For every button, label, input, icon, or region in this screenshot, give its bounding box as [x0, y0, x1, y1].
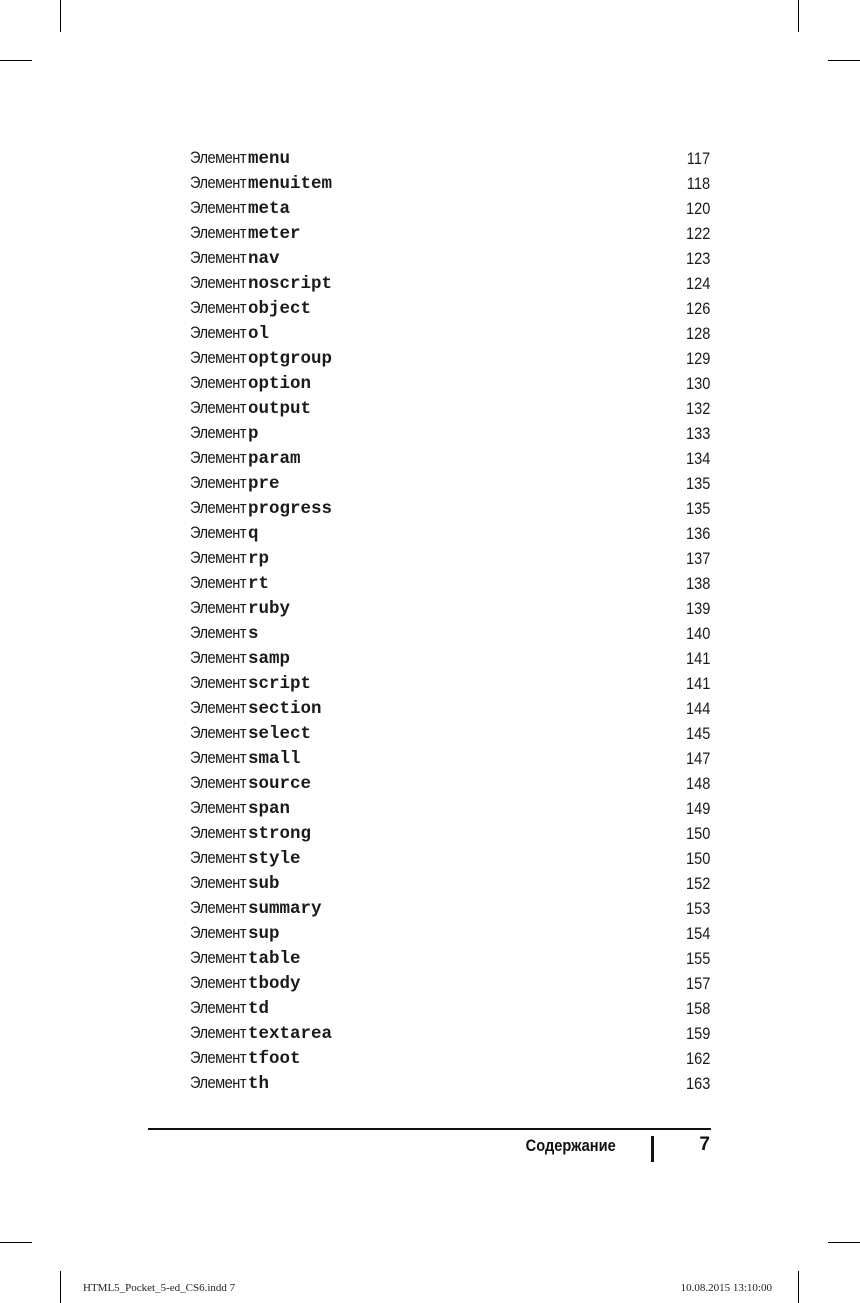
toc-entry-page: 159 [685, 1023, 710, 1043]
toc-entry-word: Элемент [190, 748, 247, 767]
crop-mark-top-right-v [798, 0, 799, 32]
toc-entry-page: 147 [685, 748, 710, 768]
toc-entry [190, 198, 290, 219]
toc-entry-word: Элемент [190, 1023, 247, 1042]
toc-entry-word: Элемент [190, 423, 247, 442]
toc-entry-tag: meta [248, 199, 291, 219]
toc-entry-tag: output [248, 399, 312, 419]
toc-entry-page: 120 [685, 198, 710, 218]
toc-entry-page: 163 [685, 1073, 710, 1093]
toc-entry-tag: optgroup [248, 349, 333, 369]
toc-entry-tag: select [248, 724, 312, 744]
toc-entry-page: 136 [685, 523, 710, 543]
toc-entry-page: 155 [685, 948, 710, 968]
toc-entry-tag: section [248, 699, 322, 719]
footer-divider [651, 1136, 654, 1162]
toc-entry [190, 923, 280, 944]
toc-entry-word: Элемент [190, 798, 247, 817]
toc-entry-page: 149 [685, 798, 710, 818]
toc-entry-tag: rt [248, 574, 270, 594]
toc-row [190, 521, 710, 546]
toc-entry-word: Элемент [190, 273, 247, 292]
toc-entry [190, 523, 259, 544]
toc-entry-tag: menuitem [248, 174, 333, 194]
toc-entry [190, 798, 290, 819]
toc-entry [190, 673, 311, 694]
toc-row [190, 296, 710, 321]
toc-entry-tag: style [248, 849, 301, 869]
toc-row [190, 1021, 710, 1046]
toc-entry-tag: meter [248, 224, 301, 244]
toc-entry-word: Элемент [190, 973, 247, 992]
toc-entry [190, 498, 332, 519]
toc-entry [190, 273, 332, 294]
toc-entry-tag: ol [248, 324, 270, 344]
toc-entry-tag: small [248, 749, 301, 769]
toc-entry-word: Элемент [190, 548, 247, 567]
toc-entry-page: 117 [686, 148, 710, 168]
toc-entry [190, 1048, 301, 1069]
toc-entry [190, 773, 311, 794]
toc-entry-page: 148 [685, 773, 710, 793]
crop-mark-bottom-right-v [798, 1271, 799, 1303]
toc-row [190, 471, 710, 496]
toc-entry-tag: samp [248, 649, 291, 669]
crop-mark-top-right-h [828, 60, 860, 61]
toc-entry-page: 132 [685, 398, 710, 418]
toc-row [190, 396, 710, 421]
toc-entry-word: Элемент [190, 373, 247, 392]
running-footer-title: Содержание [525, 1136, 616, 1155]
toc-entry-word: Элемент [190, 898, 247, 917]
toc-entry-tag: strong [248, 824, 312, 844]
toc-row [190, 721, 710, 746]
toc-entry-page: 134 [685, 448, 710, 468]
toc-row [190, 996, 710, 1021]
toc-entry [190, 898, 322, 919]
toc-entry-word: Элемент [190, 248, 247, 267]
toc-entry-page: 162 [685, 1048, 710, 1068]
toc-entry-word: Элемент [190, 723, 247, 742]
toc-entry-tag: rp [248, 549, 270, 569]
toc-entry-page: 150 [685, 848, 710, 868]
toc-entry-page: 135 [685, 473, 710, 493]
toc-entry-word: Элемент [190, 998, 247, 1017]
crop-mark-bottom-right-h [828, 1242, 860, 1243]
toc-entry [190, 748, 301, 769]
toc-entry-tag: source [248, 774, 312, 794]
toc-entry-word: Элемент [190, 623, 247, 642]
toc-row [190, 221, 710, 246]
toc-entry-page: 133 [685, 423, 710, 443]
toc-entry [190, 723, 311, 744]
toc-entry-word: Элемент [190, 523, 247, 542]
toc-entry-page: 129 [685, 348, 710, 368]
toc-entry-word: Элемент [190, 573, 247, 592]
toc-entry [190, 148, 290, 169]
toc-entry-tag: s [248, 624, 259, 644]
toc-entry-tag: script [248, 674, 312, 694]
toc-entry-word: Элемент [190, 673, 247, 692]
toc-entry-tag: tfoot [248, 1049, 301, 1069]
toc-row [190, 146, 710, 171]
toc-entry [190, 348, 332, 369]
toc-entry-page: 130 [685, 373, 710, 393]
toc-row [190, 896, 710, 921]
toc-entry-tag: th [248, 1074, 270, 1094]
toc-row [190, 496, 710, 521]
toc-entry-page: 135 [685, 498, 710, 518]
toc-entry-page: 145 [685, 723, 710, 743]
toc-entry-word: Элемент [190, 398, 247, 417]
toc-entry-tag: span [248, 799, 291, 819]
toc-entry-tag: option [248, 374, 312, 394]
toc-entry-tag: tbody [248, 974, 301, 994]
toc-entry [190, 648, 290, 669]
toc-entry-tag: menu [248, 149, 291, 169]
toc-entry-page: 141 [685, 648, 710, 668]
toc-entry [190, 473, 280, 494]
toc-entry-page: 137 [685, 548, 710, 568]
toc-entry-page: 158 [685, 998, 710, 1018]
page-number: 7 [699, 1134, 710, 1155]
toc-entry-tag: progress [248, 499, 333, 519]
crop-mark-top-left-v [60, 0, 61, 32]
toc-entry-tag: sub [248, 874, 280, 894]
toc-entry-page: 138 [685, 573, 710, 593]
toc-entry [190, 173, 332, 194]
toc-row [190, 571, 710, 596]
toc-row [190, 971, 710, 996]
toc-entry-page: 122 [685, 223, 710, 243]
toc-entry-tag: textarea [248, 1024, 333, 1044]
toc-entry [190, 548, 269, 569]
toc-entry-page: 144 [685, 698, 710, 718]
toc-entry-word: Элемент [190, 348, 247, 367]
toc-row [190, 921, 710, 946]
toc-entry [190, 223, 301, 244]
toc-entry [190, 623, 259, 644]
toc-entry-word: Элемент [190, 498, 247, 517]
toc-entry-word: Элемент [190, 648, 247, 667]
toc-entry [190, 998, 269, 1019]
crop-mark-top-left-h [0, 60, 32, 61]
toc-entry-page: 126 [685, 298, 710, 318]
toc-row [190, 446, 710, 471]
slug-filename: HTML5_Pocket_5-ed_CS6.indd 7 [83, 1282, 236, 1294]
toc-row [190, 1046, 710, 1071]
toc-row [190, 171, 710, 196]
toc-entry-word: Элемент [190, 198, 247, 217]
toc-row [190, 371, 710, 396]
toc-row [190, 871, 710, 896]
toc-entry [190, 698, 322, 719]
toc-entry [190, 873, 280, 894]
toc-entry-page: 124 [685, 273, 710, 293]
toc-entry-tag: summary [248, 899, 322, 919]
toc-row [190, 746, 710, 771]
toc-entry-page: 153 [685, 898, 710, 918]
toc-entry-page: 123 [685, 248, 710, 268]
toc-entry [190, 1023, 332, 1044]
toc-entry-word: Элемент [190, 848, 247, 867]
toc-entry-tag: q [248, 524, 259, 544]
toc-row [190, 196, 710, 221]
toc-entry [190, 573, 269, 594]
toc-row [190, 696, 710, 721]
toc-entry-tag: table [248, 949, 301, 969]
toc-row [190, 321, 710, 346]
toc-entry-page: 139 [685, 598, 710, 618]
toc-entry-tag: pre [248, 474, 280, 494]
toc-entry-page: 140 [685, 623, 710, 643]
toc-entry-tag: noscript [248, 274, 333, 294]
toc-entry [190, 848, 301, 869]
toc-entry [190, 948, 301, 969]
toc-entry [190, 323, 269, 344]
toc-row [190, 421, 710, 446]
toc-entry-tag: ruby [248, 599, 291, 619]
toc-entry-word: Элемент [190, 923, 247, 942]
toc-entry [190, 248, 280, 269]
toc-row [190, 821, 710, 846]
toc-row [190, 796, 710, 821]
toc-entry-tag: param [248, 449, 301, 469]
toc-entry-page: 141 [685, 673, 710, 693]
crop-mark-bottom-left-h [0, 1242, 32, 1243]
toc-entry-word: Элемент [190, 323, 247, 342]
toc-entry-word: Элемент [190, 223, 247, 242]
footer-rule [148, 1128, 711, 1130]
toc-entry-word: Элемент [190, 448, 247, 467]
toc-entry-word: Элемент [190, 298, 247, 317]
toc-entry [190, 373, 311, 394]
toc-row [190, 946, 710, 971]
toc-entry [190, 598, 290, 619]
toc-row [190, 1071, 710, 1096]
toc-row [190, 671, 710, 696]
toc-row [190, 596, 710, 621]
toc-entry-word: Элемент [190, 148, 247, 167]
toc-entry-word: Элемент [190, 823, 247, 842]
toc-entry [190, 823, 311, 844]
toc-entry [190, 398, 311, 419]
toc-row [190, 771, 710, 796]
toc-row [190, 546, 710, 571]
toc-entry-page: 152 [685, 873, 710, 893]
toc-entry-page: 118 [686, 173, 710, 193]
toc-entry-word: Элемент [190, 173, 247, 192]
toc-entry-word: Элемент [190, 698, 247, 717]
toc-entry [190, 1073, 269, 1094]
toc-row [190, 246, 710, 271]
toc-row [190, 271, 710, 296]
toc-entry-word: Элемент [190, 598, 247, 617]
toc-row [190, 621, 710, 646]
toc-entry-word: Элемент [190, 473, 247, 492]
toc-entry-word: Элемент [190, 1073, 247, 1092]
toc-row [190, 846, 710, 871]
toc-entry-word: Элемент [190, 948, 247, 967]
crop-mark-bottom-left-v [60, 1271, 61, 1303]
table-of-contents [190, 146, 710, 1096]
toc-entry-word: Элемент [190, 873, 247, 892]
toc-entry [190, 973, 301, 994]
toc-entry-tag: object [248, 299, 312, 319]
toc-entry-page: 157 [685, 973, 710, 993]
toc-entry-tag: nav [248, 249, 280, 269]
toc-entry [190, 423, 259, 444]
toc-entry [190, 298, 311, 319]
toc-entry-tag: p [248, 424, 259, 444]
toc-row [190, 646, 710, 671]
toc-entry-page: 154 [685, 923, 710, 943]
toc-entry-page: 150 [685, 823, 710, 843]
toc-entry [190, 448, 301, 469]
toc-entry-tag: td [248, 999, 270, 1019]
toc-entry-page: 128 [685, 323, 710, 343]
toc-entry-word: Элемент [190, 1048, 247, 1067]
toc-row [190, 346, 710, 371]
toc-entry-tag: sup [248, 924, 280, 944]
slug-timestamp: 10.08.2015 13:10:00 [680, 1282, 772, 1294]
toc-entry-word: Элемент [190, 773, 247, 792]
